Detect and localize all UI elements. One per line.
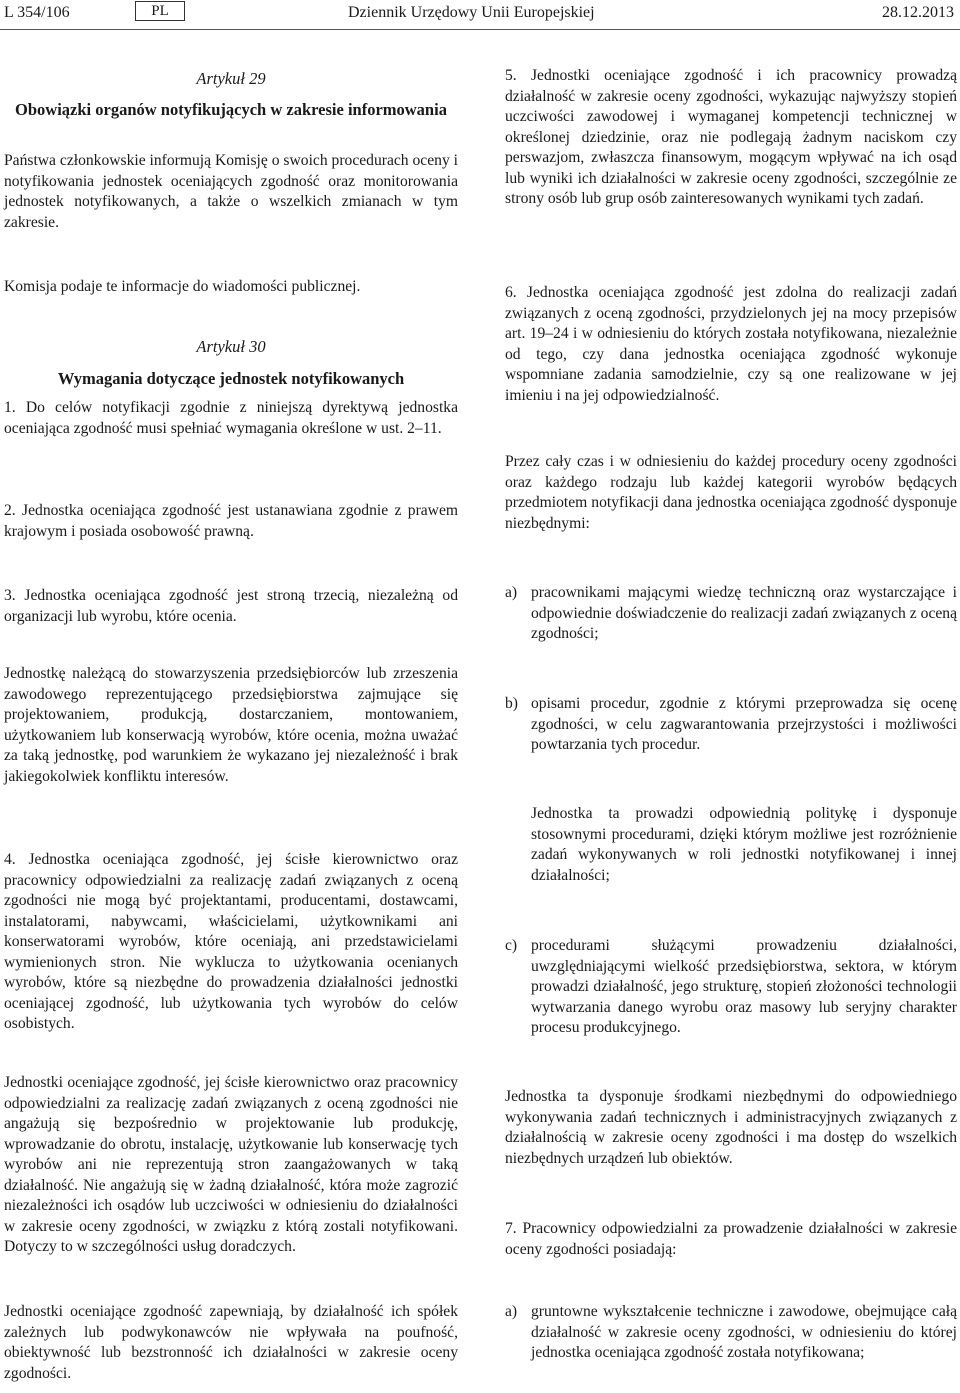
list-item-label: c) xyxy=(505,937,518,954)
page-header xyxy=(0,0,960,32)
list-item-label: a) xyxy=(505,584,518,601)
list-item-label: a) xyxy=(505,1303,518,1320)
paragraph-5: 5. Jednostki oceniające zgodność i ich pracownicy prowadzą działalność w zakresie oceny zgodności, wykazując najwyższy stopień uczciwości zawodowej i wymaganej kompetencji technicznej w określonej dziedzinie, oraz nie podlegają żadnym naciskom czy perswazjom, zwłaszcza finansowym, mogącym wpływać na ich osąd lub wyniki ich działalności w zakresie oceny zgodności, szczególnie ze strony osób lub grup osób zainteresowanych wynikami tych zadań. xyxy=(505,67,957,207)
article-30-title: Wymagania dotyczące jednostek notyfikowanych xyxy=(57,369,405,388)
paragraph-1: 1. Do celów notyfikacji zgodnie z niniejszą dyrektywą jednostka oceniająca zgodność musi spełniać wymagania określone w ust. 2–11. xyxy=(4,399,458,437)
list-item-text: pracownikami mającymi wiedzę techniczną oraz wystarczające i odpowiednie doświadczenie do realizacji zadań związanych z oceną zgodności; xyxy=(531,584,957,642)
list-item-label: b) xyxy=(505,695,518,712)
list-item-a-2 xyxy=(505,1302,957,1364)
paragraph-3: 3. Jednostka oceniająca zgodność jest stroną trzecią, niezależną od organizacji lub wyrobu, które ocenia. xyxy=(4,587,458,625)
header-rule xyxy=(0,29,960,30)
list-item-a xyxy=(505,583,957,645)
paragraph-7: 7. Pracownicy odpowiedzialni za prowadzenie działalności w zakresie oceny zgodności posiadają: xyxy=(505,1220,957,1258)
list-item-c xyxy=(505,936,957,1039)
paragraph-3-subparagraph: Jednostkę należącą do stowarzyszenia przedsiębiorców lub zrzeszenia zawodowego reprezentującego przedsiębiorstwa zajmujące się projektowaniem, produkcją, dostarczaniem, montowaniem, użytkowaniem lub konserwacją wyrobów, które ocenia, można uważać za taką jednostkę, pod warunkiem że wykazano jej niezależność i brak jakiegokolwiek konfliktu interesów. xyxy=(4,665,458,785)
list-item-b-subparagraph: Jednostka ta prowadzi odpowiednią politykę i dysponuje stosownymi procedurami, dzięki którym możliwe jest rozróżnienie zadań wykonywanych w roli jednostki notyfikowanej i innej działalności; xyxy=(531,805,957,884)
paragraph-4-subparagraph-3: Jednostki oceniające zgodność zapewniają, by działalność ich spółek zależnych lub podwykonawców nie wpływała na poufność, obiektywność lub bezstronność ich działalności w zakresie oceny zgodności. xyxy=(4,1303,458,1382)
paragraph-6: 6. Jednostka oceniająca zgodność jest zdolna do realizacji zadań związanych z oceną zgodności, przydzielonych jej na mocy przepisów art. 19–24 i w odniesieniu do których została notyfikowana, niezależnie od tego, czy dana jednostka oceniająca zgodność wykonuje wspomniane zadania samodzielnie, czy są one realizowane w jej imieniu i na jej odpowiedzialność. xyxy=(505,284,957,404)
page-reference: L 354/106 xyxy=(4,4,70,21)
article-29-title: Obowiązki organów notyfikujących w zakresie informowania xyxy=(15,100,447,119)
list-item-text: opisami procedur, zgodnie z którymi przeprowadza się ocenę zgodności, w celu zagwarantowania przejrzystości i możliwości powtarzania tych procedur. xyxy=(531,695,957,753)
journal-title: Dziennik Urzędowy Unii Europejskiej xyxy=(348,4,595,21)
issue-date: 28.12.2013 xyxy=(882,4,954,21)
paragraph-4: 4. Jednostka oceniająca zgodność, jej ścisłe kierownictwo oraz pracownicy odpowiedzialni za realizację zadań związanych z oceną zgodności nie mogą być projektantami, producentami, dostawcami, instalatorami, nabywcami, właścicielami, użytkownikami ani konserwatorami wyrobów, które oceniają, ani przedstawicielami wymienionych stron. Nie wyklucza to użytkowania ocenianych wyrobów, które są niezbędne do prowadzenia działalności jednostki oceniającej zgodność, lub użytkowania tych wyrobów do celów osobistych. xyxy=(4,851,458,1032)
paragraph-2: 2. Jednostka oceniająca zgodność jest ustanawiana zgodnie z prawem krajowym i posiada osobowość prawną. xyxy=(4,502,458,540)
article-29-paragraph-2: Komisja podaje te informacje do wiadomości publicznej. xyxy=(4,278,361,295)
list-item-text: procedurami służącymi prowadzeniu działalności, uwzględniającymi wielkość przedsiębiorstwa, sektora, w którym prowadzi działalność, jego strukturę, stopień złożoności technologii wytwarzania danego wyrobu oraz masowy lub seryjny charakter procesu produkcyjnego. xyxy=(531,937,957,1036)
paragraph-6-subparagraph: Przez cały czas i w odniesieniu do każdej procedury oceny zgodności oraz każdego rodzaju lub każdej kategorii wyrobów będących przedmiotem notyfikacji dana jednostka oceniająca zgodność dysponuje niezbędnymi: xyxy=(505,453,957,532)
article-30-label: Artykuł 30 xyxy=(196,337,266,356)
paragraph-4-subparagraph-2: Jednostki oceniające zgodność, jej ścisłe kierownictwo oraz pracownicy odpowiedzialni za realizację zadań związanych z oceną zgodności nie angażują się bezpośrednio w projektowanie lub produkcję, wprowadzanie do obrotu, instalację, użytkowanie lub konserwację tych wyrobów ani nie reprezentują stron zaangażowanych w taką działalność. Nie angażują się w żadną działalność, która może zagrozić niezależności ich osądów lub uczciwości w odniesieniu do działalności w zakresie oceny zgodności, w związku z którą zostali notyfikowani. Dotyczy to w szczególności usług doradczych. xyxy=(4,1074,458,1255)
article-29-label: Artykuł 29 xyxy=(196,69,266,88)
paragraph-6-subparagraph-2: Jednostka ta dysponuje środkami niezbędnymi do odpowiedniego wykonywania zadań technicznych i administracyjnych związanych z działalnością w zakresie oceny zgodności i ma dostęp do wszelkich niezbędnych urządzeń lub obiektów. xyxy=(505,1088,957,1167)
language-badge: PL xyxy=(135,1,185,21)
list-item-text: gruntowne wykształcenie techniczne i zawodowe, obejmujące całą działalność w zakresie oceny zgodności, w odniesieniu do której jednostka oceniająca zgodność została notyfikowana; xyxy=(531,1303,957,1361)
list-item-b xyxy=(505,694,957,756)
article-29-paragraph-1: Państwa członkowskie informują Komisję o swoich procedurach oceny i notyfikowania jednostek oceniających zgodność oraz monitorowania jednostek notyfikowanych, a także o wszelkich zmianach w tym zakresie. xyxy=(4,152,458,231)
